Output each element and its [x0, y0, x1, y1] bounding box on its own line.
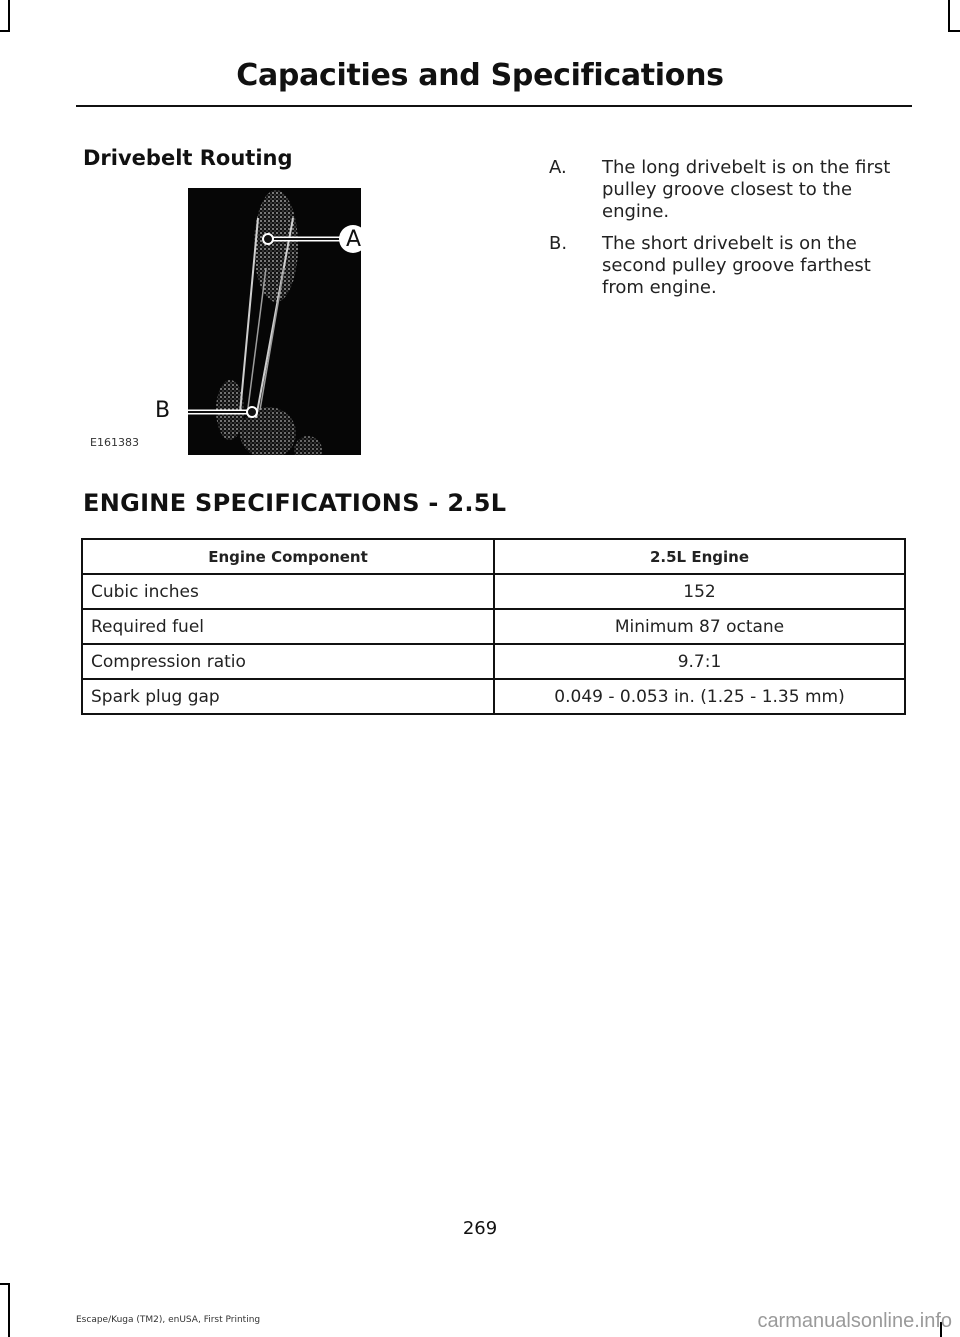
lower-pulley-3 [294, 436, 322, 455]
table-header-row [82, 539, 905, 574]
callout-dot-b [247, 407, 257, 417]
legend-item [549, 157, 909, 223]
legend-item [549, 233, 909, 299]
callout-label-b: B [155, 398, 171, 423]
legend-text: The long drivebelt is on the first pulley groove closest to the engine. [602, 157, 891, 222]
table-row [82, 609, 905, 644]
figure-code: E161383 [90, 436, 139, 449]
table-cell: Spark plug gap [82, 679, 494, 714]
engine-specs-heading: ENGINE SPECIFICATIONS - 2.5L [83, 489, 507, 517]
crop-mark [0, 30, 10, 32]
publication-footer: Escape/Kuga (TM2), enUSA, First Printing [76, 1315, 261, 1325]
table-cell: 0.049 - 0.053 in. (1.25 - 1.35 mm) [494, 679, 905, 714]
engine-specs-table [81, 538, 906, 715]
table-row [82, 679, 905, 714]
column-header: Engine Component [82, 539, 494, 574]
crop-mark [8, 1283, 10, 1337]
page-title: Capacities and Specifications [236, 58, 724, 93]
table-cell: Compression ratio [82, 644, 494, 679]
legend-text: The short drivebelt is on the second pulley groove farthest from engine. [602, 233, 871, 298]
table-row [82, 574, 905, 609]
crop-mark [0, 1283, 10, 1285]
drivebelt-legend [549, 157, 909, 309]
column-header: 2.5L Engine [494, 539, 905, 574]
table-cell: 9.7:1 [494, 644, 905, 679]
crop-mark [8, 0, 10, 30]
callout-dot-a [263, 234, 273, 244]
drivebelt-diagram [188, 188, 361, 455]
table-cell: Required fuel [82, 609, 494, 644]
table-cell: Minimum 87 octane [494, 609, 905, 644]
page-number: 269 [462, 1218, 498, 1239]
legend-key: B. [549, 233, 568, 254]
table-cell: 152 [494, 574, 905, 609]
watermark: carmanualsonline.info [757, 1310, 952, 1332]
table-cell: Cubic inches [82, 574, 494, 609]
drivebelt-section-title: Drivebelt Routing [83, 146, 293, 170]
crop-mark [948, 0, 950, 30]
callout-label-a: A [346, 227, 362, 252]
table-row [82, 644, 905, 679]
legend-key: A. [549, 157, 567, 178]
upper-pulley [254, 190, 298, 302]
header-divider [76, 105, 912, 107]
crop-mark [948, 30, 960, 32]
drivebelt-routing-figure [188, 188, 361, 455]
